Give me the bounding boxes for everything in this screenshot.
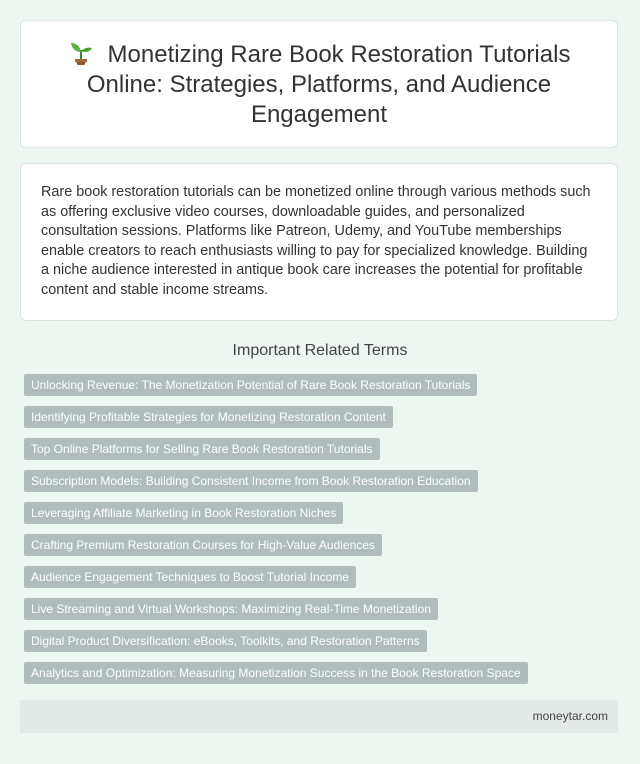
related-term-tag[interactable]: Unlocking Revenue: The Monetization Potential of Rare Book Restoration Tutorials [24,374,477,396]
sprout-icon [68,39,94,65]
list-item [24,630,624,662]
list-item [24,470,624,502]
related-term-tag[interactable]: Digital Product Diversification: eBooks, Toolkits, and Restoration Patterns [24,630,427,652]
list-item [24,598,624,630]
related-term-tag[interactable]: Audience Engagement Techniques to Boost Tutorial Income [24,566,356,588]
footer-site-link[interactable]: moneytar.com [532,709,608,723]
related-term-tag[interactable]: Leveraging Affiliate Marketing in Book Restoration Niches [24,502,343,524]
list-item [24,406,624,438]
related-term-tag[interactable]: Subscription Models: Building Consistent Income from Book Restoration Education [24,470,478,492]
list-item [24,662,624,694]
related-term-tag[interactable]: Identifying Profitable Strategies for Monetizing Restoration Content [24,406,393,428]
related-term-tag[interactable]: Live Streaming and Virtual Workshops: Maximizing Real-Time Monetization [24,598,438,620]
page-title-text: Monetizing Rare Book Restoration Tutorials Online: Strategies, Platforms, and Audience Engagement [86,40,571,128]
intro-text: Rare book restoration tutorials can be monetized online through various methods such as offering exclusive video courses, downloadable guides, and personalized consultation sessions. Platforms like Patreon, Udemy, and YouTube memberships enable creators to reach enthusiasts willing to pay for specialized knowledge. Building a niche audience interested in antique book care increases the potential for profitable content and stable income streams. [41,184,591,298]
list-item [24,502,624,534]
title-card [20,20,618,148]
footer [20,700,618,733]
related-term-tag[interactable]: Analytics and Optimization: Measuring Monetization Success in the Book Restoration Space [24,662,528,684]
related-term-tag[interactable]: Crafting Premium Restoration Courses for High-Value Audiences [24,534,382,556]
list-item [24,534,624,566]
list-item [24,438,624,470]
related-terms-heading: Important Related Terms [232,342,408,359]
related-term-tag[interactable]: Top Online Platforms for Selling Rare Book Restoration Tutorials [24,438,380,460]
related-terms-list [24,374,624,694]
list-item [24,566,624,598]
page-title [61,39,577,130]
intro-card [20,163,618,321]
list-item [24,374,624,406]
